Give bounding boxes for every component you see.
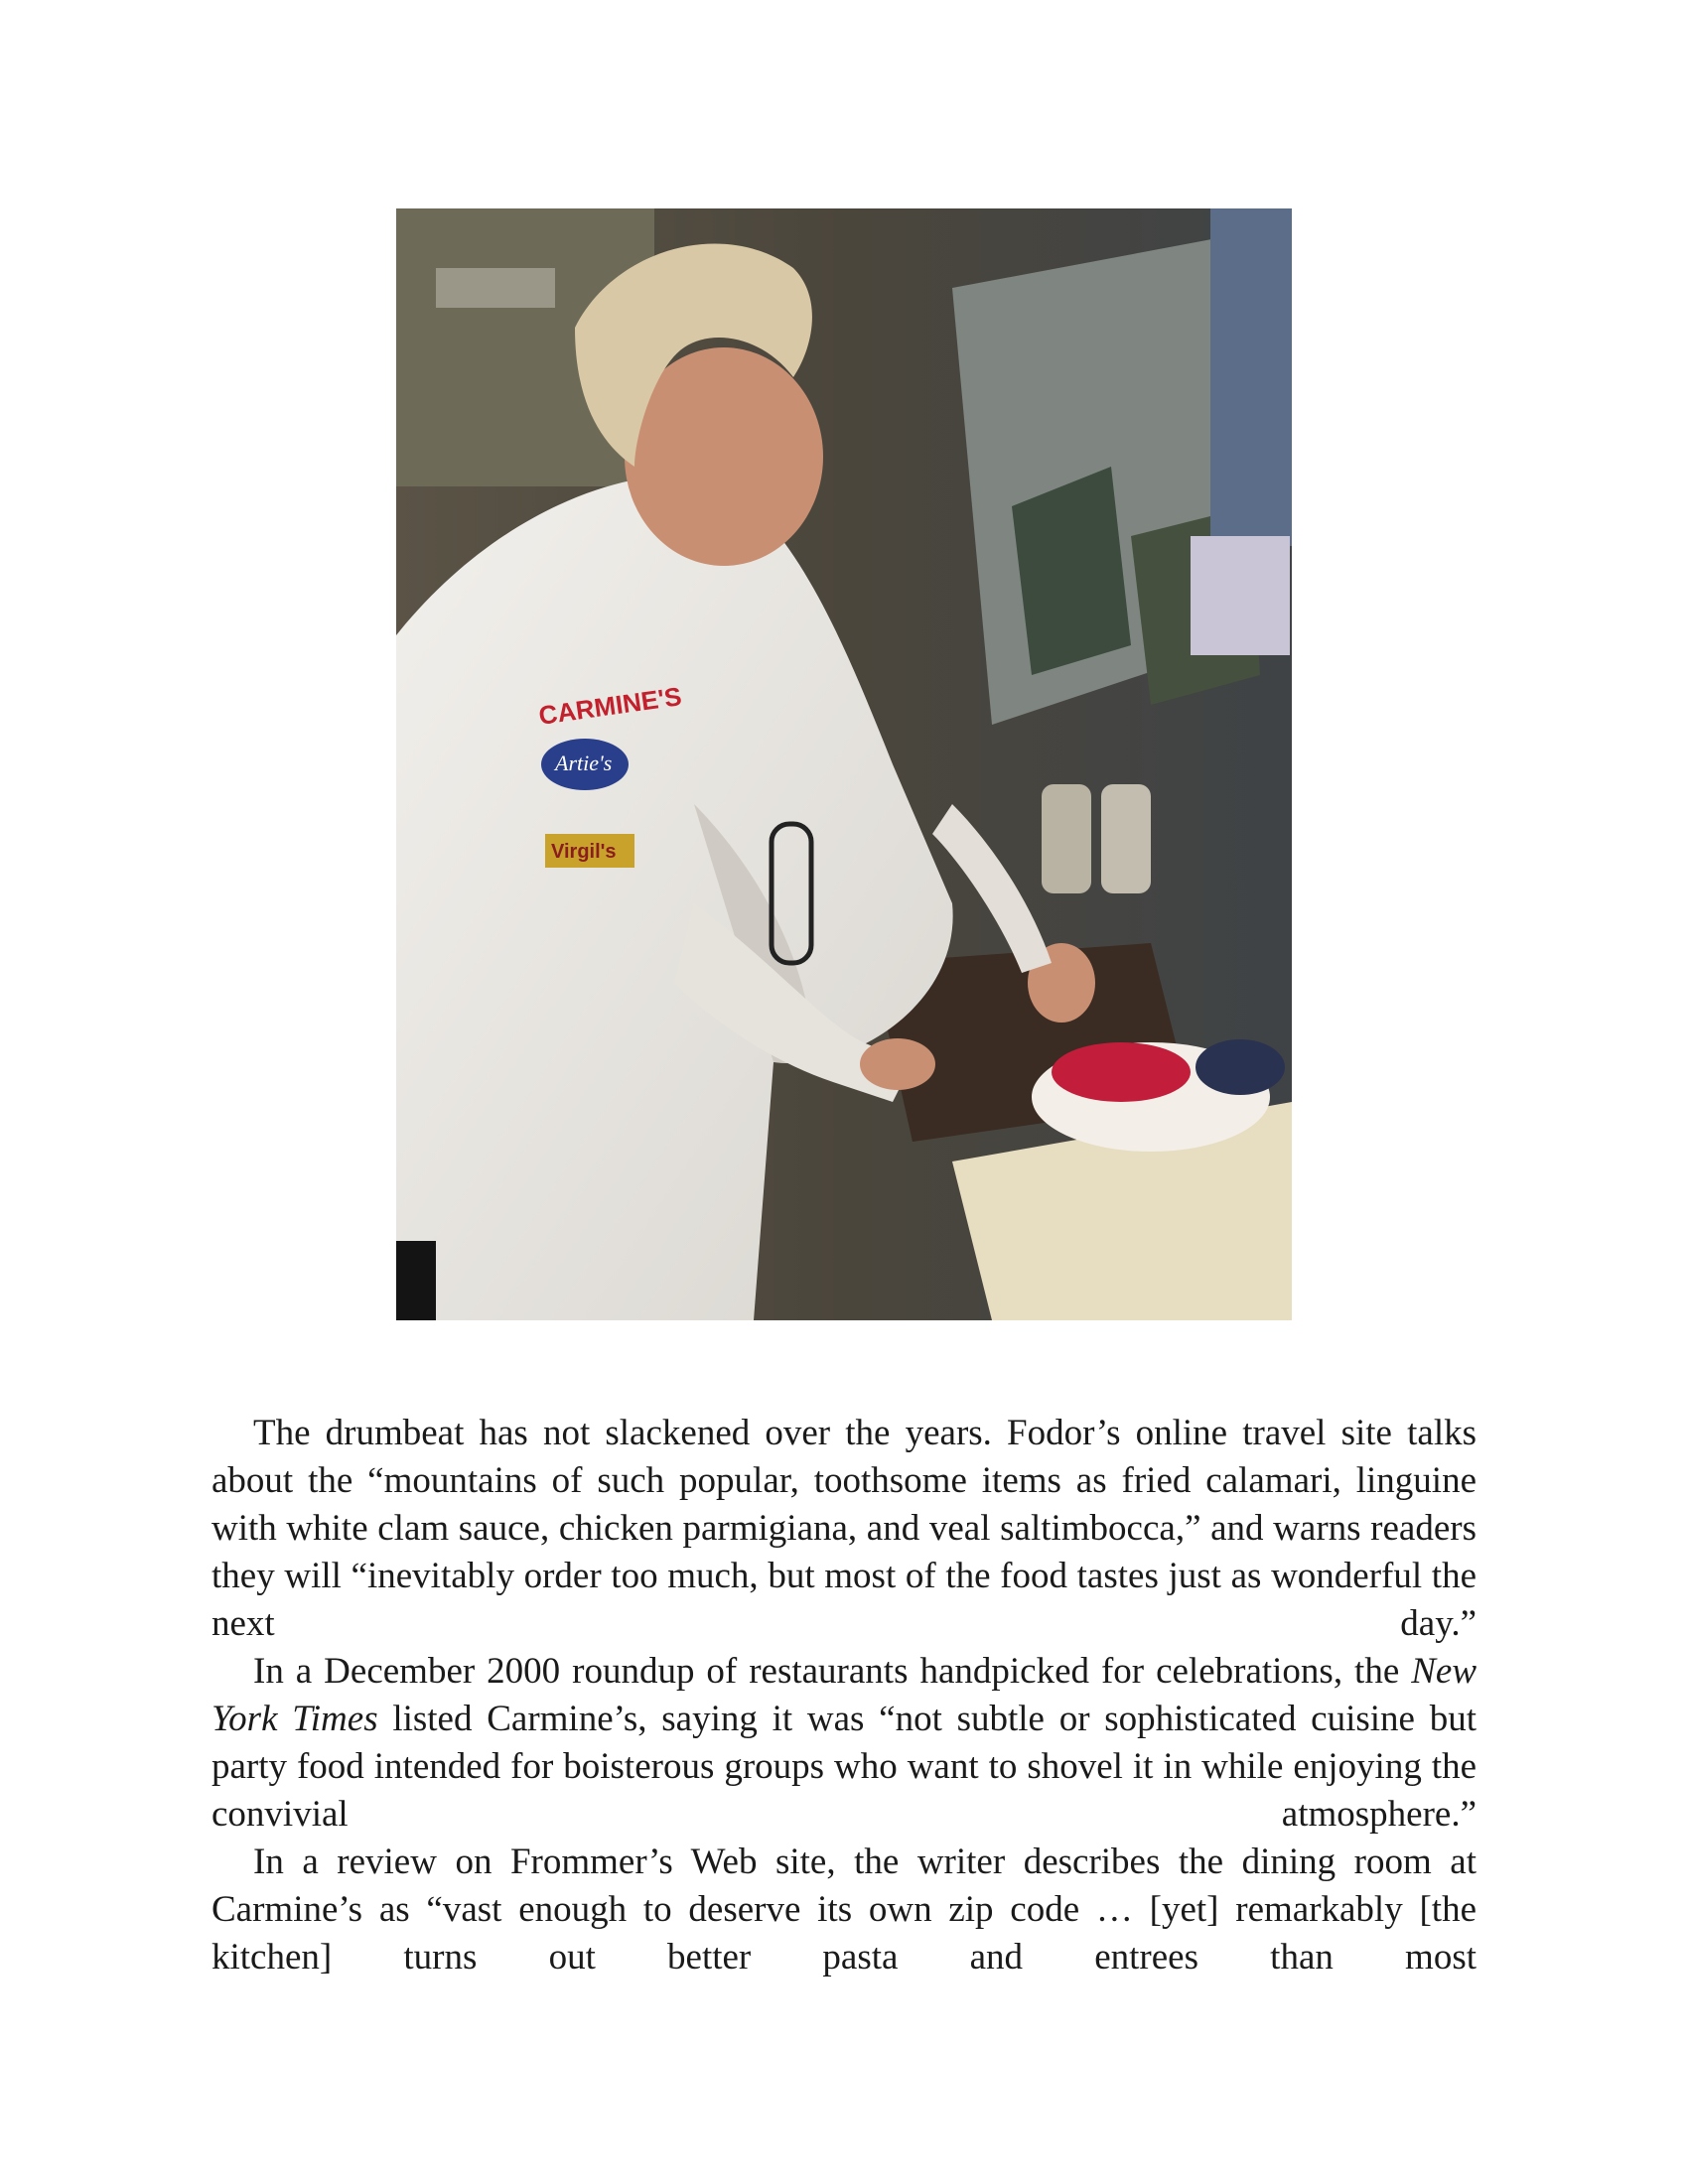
blueberries <box>1196 1039 1285 1095</box>
shelf-items <box>1210 208 1292 546</box>
sauce-bottle <box>1042 784 1091 893</box>
shadow <box>396 1241 436 1320</box>
paragraph-3-text: In a review on Frommer’s Web site, the writer describes the dining room at Carmine’s as “vast enough to deserve its own zip code … [yet] remarkably [the kitchen] turns out better pasta and entrees than most <box>211 1842 1477 1978</box>
paragraph-2 <box>211 1648 1477 1839</box>
paragraph-2-before: In a December 2000 roundup of restaurants handpicked for celebrations, the <box>253 1651 1412 1692</box>
body-text <box>211 1410 1477 1981</box>
paragraph-2-after: listed Carmine’s, saying it was “not subtle or sophisticated cuisine but party food intended for boisterous groups who want to shovel it in while enjoying the convivial atmosphere.” <box>211 1699 1477 1835</box>
patch-arties: Artie's <box>555 751 613 775</box>
patch-carmines: CARMINE'S <box>536 681 684 731</box>
paragraph-1 <box>211 1410 1477 1648</box>
patch-virgils: Virgil's <box>551 841 617 863</box>
publication-name: New York Times <box>211 1651 1477 1739</box>
paragraph-3 <box>211 1839 1477 1981</box>
raspberries <box>1052 1042 1191 1102</box>
chef-photo-illustration <box>396 208 1292 1320</box>
paragraph-1-text: The drumbeat has not slackened over the years. Fodor’s online travel site talks about the “mountains of such popular, toothsome items as fried calamari, linguine with white clam sauce, chicken parmigiana, and veal saltimbocca,” and warns readers they will “inevitably order too much, but most of the food tastes just as wonderful the next day.” <box>211 1413 1477 1644</box>
rack <box>1191 536 1290 655</box>
chef-hand <box>860 1038 935 1090</box>
sauce-bottle <box>1101 784 1151 893</box>
chef-photo <box>396 208 1292 1320</box>
wall-fixture <box>436 268 555 308</box>
